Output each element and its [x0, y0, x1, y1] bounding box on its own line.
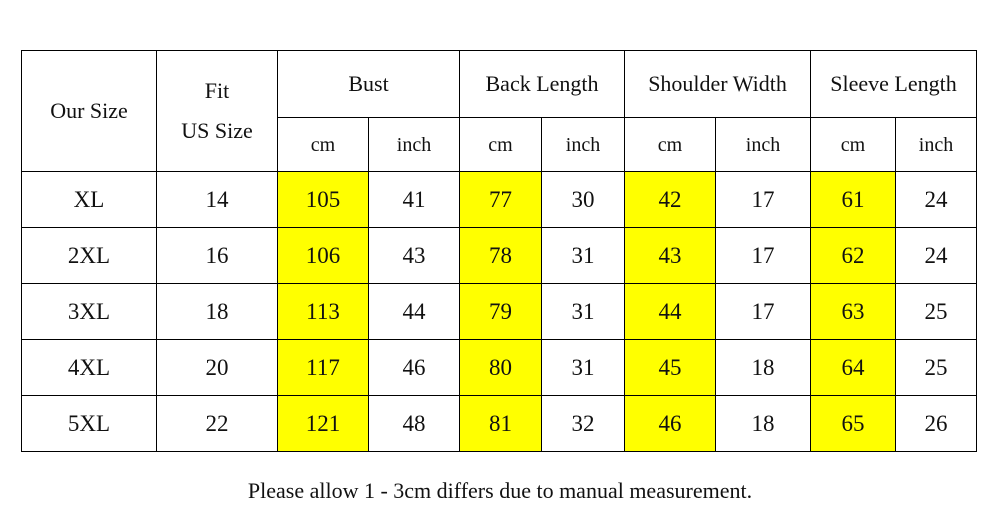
cell-bust-cm: 106	[278, 228, 369, 284]
cell-us-size: 14	[157, 172, 278, 228]
cell-shoulder-cm: 42	[625, 172, 716, 228]
cell-size: 4XL	[22, 340, 157, 396]
cell-back-cm: 80	[460, 340, 542, 396]
header-shoulder-width: Shoulder Width	[625, 51, 811, 118]
cell-back-cm: 78	[460, 228, 542, 284]
table-row	[22, 172, 977, 228]
header-our-size: Our Size	[22, 51, 157, 172]
unit-back-inch: inch	[542, 118, 625, 172]
cell-sleeve-cm: 63	[811, 284, 896, 340]
cell-sleeve-inch: 25	[896, 340, 977, 396]
unit-shoulder-cm: cm	[625, 118, 716, 172]
cell-sleeve-inch: 24	[896, 172, 977, 228]
cell-bust-inch: 41	[369, 172, 460, 228]
unit-bust-cm: cm	[278, 118, 369, 172]
cell-us-size: 22	[157, 396, 278, 452]
unit-shoulder-inch: inch	[716, 118, 811, 172]
cell-shoulder-cm: 46	[625, 396, 716, 452]
header-fit-us-size	[157, 51, 278, 172]
cell-shoulder-cm: 45	[625, 340, 716, 396]
cell-back-inch: 30	[542, 172, 625, 228]
header-row-groups	[22, 51, 977, 118]
cell-us-size: 16	[157, 228, 278, 284]
cell-back-inch: 31	[542, 228, 625, 284]
cell-bust-cm: 113	[278, 284, 369, 340]
cell-shoulder-inch: 18	[716, 340, 811, 396]
table-row	[22, 284, 977, 340]
cell-shoulder-inch: 17	[716, 228, 811, 284]
header-back-length: Back Length	[460, 51, 625, 118]
cell-us-size: 20	[157, 340, 278, 396]
cell-shoulder-inch: 18	[716, 396, 811, 452]
cell-shoulder-cm: 43	[625, 228, 716, 284]
cell-shoulder-inch: 17	[716, 172, 811, 228]
cell-bust-inch: 46	[369, 340, 460, 396]
header-us-size-label: US Size	[181, 118, 253, 143]
table-row	[22, 228, 977, 284]
cell-size: XL	[22, 172, 157, 228]
cell-bust-inch: 48	[369, 396, 460, 452]
cell-sleeve-inch: 25	[896, 284, 977, 340]
header-bust: Bust	[278, 51, 460, 118]
cell-bust-cm: 121	[278, 396, 369, 452]
cell-sleeve-cm: 62	[811, 228, 896, 284]
cell-back-inch: 31	[542, 340, 625, 396]
table-row	[22, 340, 977, 396]
cell-sleeve-cm: 64	[811, 340, 896, 396]
size-chart-table	[21, 50, 977, 452]
table-row	[22, 396, 977, 452]
cell-back-cm: 77	[460, 172, 542, 228]
cell-back-cm: 79	[460, 284, 542, 340]
cell-sleeve-cm: 61	[811, 172, 896, 228]
cell-shoulder-cm: 44	[625, 284, 716, 340]
cell-sleeve-inch: 26	[896, 396, 977, 452]
cell-shoulder-inch: 17	[716, 284, 811, 340]
cell-sleeve-cm: 65	[811, 396, 896, 452]
cell-back-cm: 81	[460, 396, 542, 452]
cell-bust-cm: 105	[278, 172, 369, 228]
header-fit-label: Fit	[204, 78, 230, 103]
cell-back-inch: 31	[542, 284, 625, 340]
cell-size: 3XL	[22, 284, 157, 340]
unit-sleeve-cm: cm	[811, 118, 896, 172]
unit-bust-inch: inch	[369, 118, 460, 172]
cell-bust-inch: 44	[369, 284, 460, 340]
cell-size: 5XL	[22, 396, 157, 452]
header-sleeve-length: Sleeve Length	[811, 51, 977, 118]
unit-sleeve-inch: inch	[896, 118, 977, 172]
cell-back-inch: 32	[542, 396, 625, 452]
cell-size: 2XL	[22, 228, 157, 284]
unit-back-cm: cm	[460, 118, 542, 172]
cell-sleeve-inch: 24	[896, 228, 977, 284]
cell-bust-cm: 117	[278, 340, 369, 396]
cell-bust-inch: 43	[369, 228, 460, 284]
measurement-note: Please allow 1 - 3cm differs due to manual measurement.	[247, 478, 753, 503]
cell-us-size: 18	[157, 284, 278, 340]
